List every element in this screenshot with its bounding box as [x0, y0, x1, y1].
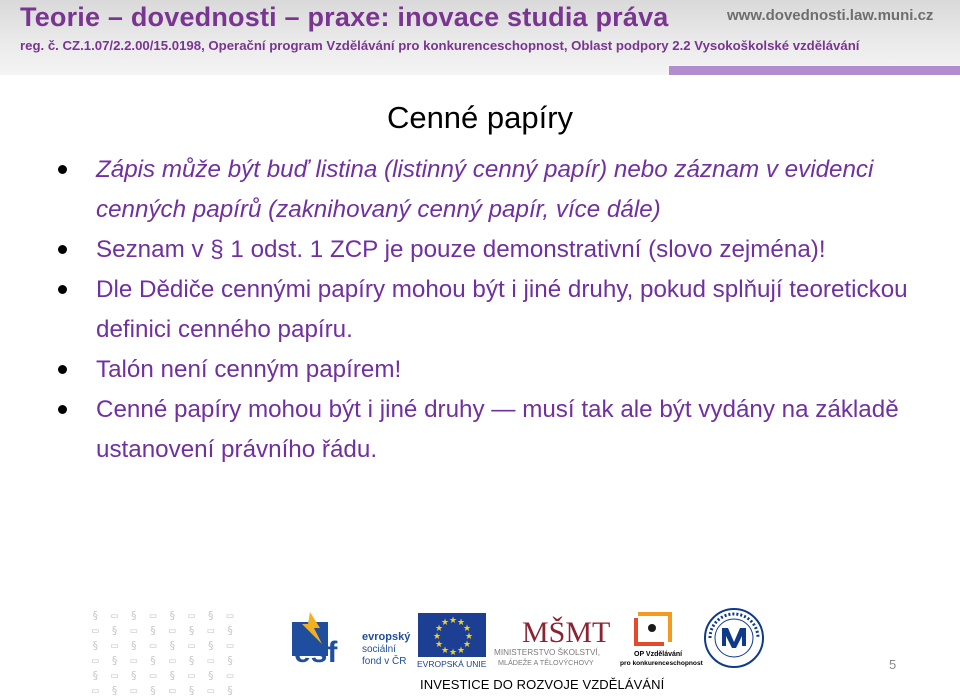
- esf-line2: sociální: [362, 644, 396, 655]
- investice-tagline: INVESTICE DO ROZVOJE VZDĚLÁVÁNÍ: [420, 677, 665, 692]
- msmt-logo: [492, 608, 618, 668]
- paragraph-pattern-decoration: § ▭ § ▭ § ▭ § ▭ ▭ § ▭ § ▭ § ▭ § § ▭ § ▭ § ▭ § ▭ ▭ § ▭ § ▭ § ▭ § § ▭ § ▭ § ▭ § ▭ ▭ § ▭ § ▭ § ▭ §: [92, 609, 237, 697]
- svg-text:★: ★: [433, 632, 442, 642]
- op-dot: [648, 624, 656, 632]
- op-line2: pro konkurenceschopnost: [620, 660, 703, 667]
- svg-text:★: ★: [441, 618, 450, 628]
- esf-line3: fond v ČR: [362, 656, 407, 667]
- esf-line1: evropský: [362, 631, 411, 643]
- svg-text:★: ★: [441, 646, 450, 656]
- header-subtitle: reg. č. CZ.1.07/2.2.00/15.0198, Operační program Vzdělávání pro konkurenceschopnost, Oblast podpory 2.2 Vysokoškolské vzdělávání: [20, 38, 860, 53]
- bullet-dot-icon: [58, 365, 67, 374]
- svg-text:★: ★: [435, 640, 444, 650]
- msmt-line2: MLÁDEŽE A TĚLOVÝCHOVY: [498, 658, 594, 667]
- esf-mark: esf: [294, 636, 338, 669]
- bullet-item: [52, 230, 932, 270]
- slide-header: [0, 0, 960, 75]
- slide-title: Cenné papíry: [386, 100, 574, 135]
- bullet-text: Dle Dědiče cennými papíry mohou být i jiné druhy, pokud splňují teoretickou definici cenného papíru.: [96, 276, 908, 343]
- svg-text:★: ★: [463, 624, 472, 634]
- eu-label: EVROPSKÁ UNIE: [417, 659, 487, 669]
- msmt-mark: MŠMT: [522, 616, 611, 649]
- bullet-item: [52, 150, 932, 230]
- svg-text:★: ★: [457, 646, 466, 656]
- eu-logo: [416, 611, 492, 669]
- bullet-item: [52, 350, 932, 390]
- svg-text:★: ★: [457, 618, 466, 628]
- bullet-list: [52, 150, 932, 470]
- bullet-dot-icon: [58, 285, 67, 294]
- bullet-text: Talón není cenným papírem!: [96, 356, 402, 383]
- bullet-dot-icon: [58, 405, 67, 414]
- muni-seal: [702, 606, 766, 670]
- bullet-item: [52, 390, 932, 470]
- svg-text:★: ★: [435, 624, 444, 634]
- msmt-line1: MINISTERSTVO ŠKOLSTVÍ,: [494, 648, 601, 657]
- page-number: 5: [889, 657, 897, 672]
- bullet-dot-icon: [58, 245, 67, 254]
- op-line1: OP Vzdělávání: [634, 651, 683, 658]
- header-url[interactable]: www.dovednosti.law.muni.cz: [727, 7, 934, 24]
- svg-text:★: ★: [449, 648, 458, 658]
- svg-text:★: ★: [463, 640, 472, 650]
- bullet-dot-icon: [58, 165, 67, 174]
- header-title: Teorie – dovednosti – praxe: inovace studia práva: [20, 2, 669, 32]
- header-accent-bar: [669, 66, 960, 75]
- bullet-item: [52, 270, 932, 350]
- svg-text:★: ★: [449, 616, 458, 626]
- svg-text:★: ★: [465, 632, 474, 642]
- muni-inner-ring: [715, 619, 753, 657]
- op-logo: [618, 608, 704, 668]
- bullet-text: Cenné papíry mohou být i jiné druhy — musí tak ale být vydány na základě ustanovení právního řádu.: [96, 396, 899, 463]
- esf-logo: [292, 610, 412, 670]
- bullet-text: Zápis může být buď listina (listinný cenný papír) nebo záznam v evidenci cenných papírů (zaknihovaný cenný papír, více dále): [96, 156, 874, 223]
- bullet-text: Seznam v § 1 odst. 1 ZCP je pouze demonstrativní (slovo zejména)!: [96, 236, 826, 263]
